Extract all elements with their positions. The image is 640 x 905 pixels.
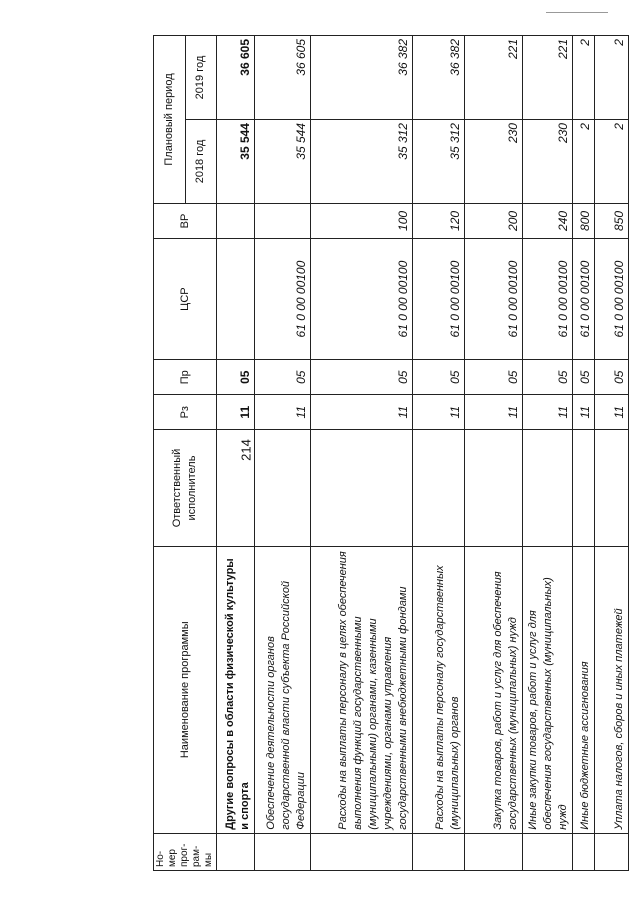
cell-year-2019: 36 382: [413, 36, 465, 120]
cell-program-name: Другие вопросы в области физической культуры и спорта: [217, 546, 255, 833]
page-number: 214: [238, 439, 254, 461]
cell-vr: [255, 203, 311, 238]
header-row-1: [154, 36, 186, 871]
header-csr: ЦСР: [154, 238, 217, 359]
cell-year-2018: 35 544: [255, 120, 311, 204]
header-year-2019: 2019 год: [185, 36, 217, 120]
cell-vr: 120: [413, 203, 465, 238]
cell-rz: 11: [311, 395, 413, 430]
cell-executor: [465, 430, 523, 547]
cell-vr: 200: [465, 203, 523, 238]
cell-rz: 11: [217, 395, 255, 430]
cell-rz: 11: [413, 395, 465, 430]
cell-executor: [413, 430, 465, 547]
cell-program-name: Закупка товаров, работ и услуг для обеспечения государственных (муниципальных) нужд: [465, 546, 523, 833]
cell-executor: [217, 430, 255, 547]
cell-vr: 800: [573, 203, 595, 238]
cell-year-2018: 230: [465, 120, 523, 204]
header-vr: ВР: [154, 203, 217, 238]
cell-executor: [573, 430, 595, 547]
cell-pr: 05: [573, 360, 595, 395]
cell-vr: [217, 203, 255, 238]
cell-pr: 05: [595, 360, 629, 395]
cell-vr: 240: [523, 203, 573, 238]
cell-vr: 100: [311, 203, 413, 238]
cell-rz: 11: [595, 395, 629, 430]
cell-executor: [255, 430, 311, 547]
cell-program-no: [217, 833, 255, 870]
header-rule: [546, 12, 608, 13]
cell-program-name: Иные закупки товаров, работ и услуг для обеспечения государственных (муниципальных) нужд: [523, 546, 573, 833]
cell-pr: 05: [311, 360, 413, 395]
cell-year-2018: 2: [573, 120, 595, 204]
table-row: [573, 36, 595, 871]
cell-csr: 61 0 00 00100: [255, 238, 311, 359]
cell-program-no: [595, 833, 629, 870]
cell-program-no: [465, 833, 523, 870]
cell-program-no: [311, 833, 413, 870]
cell-year-2018: 35 312: [413, 120, 465, 204]
cell-vr: 850: [595, 203, 629, 238]
budget-table: [153, 35, 629, 871]
cell-year-2019: 36 382: [311, 36, 413, 120]
cell-executor: [523, 430, 573, 547]
cell-program-no: [523, 833, 573, 870]
header-rz: Рз: [154, 395, 217, 430]
cell-csr: 61 0 00 00100: [595, 238, 629, 359]
cell-pr: 05: [413, 360, 465, 395]
header-program-no: Но-мер прог-рам-мы: [154, 833, 217, 870]
header-year-2018: 2018 год: [185, 120, 217, 204]
cell-program-name: Расходы на выплаты персоналу государственных (муниципальных) органов: [413, 546, 465, 833]
table-row: [217, 36, 255, 871]
cell-year-2018: 35 312: [311, 120, 413, 204]
cell-pr: 05: [465, 360, 523, 395]
cell-program-no: [255, 833, 311, 870]
cell-program-name: Расходы на выплаты персоналу в целях обеспечения выполнения функций государственными (муниципальными) органами, казенными учреждениями, органами управления государственными внебюджетными фондами: [311, 546, 413, 833]
table-row: [465, 36, 523, 871]
header-planned-period: Плановый период: [154, 36, 186, 204]
table-row: [255, 36, 311, 871]
cell-csr: 61 0 00 00100: [573, 238, 595, 359]
header-executor: Ответственный исполнитель: [154, 430, 217, 547]
cell-year-2019: 221: [465, 36, 523, 120]
cell-program-name: Уплата налогов, сборов и иных платежей: [595, 546, 629, 833]
cell-executor: [311, 430, 413, 547]
cell-rz: 11: [255, 395, 311, 430]
cell-csr: 61 0 00 00100: [413, 238, 465, 359]
cell-year-2019: 2: [573, 36, 595, 120]
cell-program-name: Обеспечение деятельности органов государственной власти субъекта Российской Федерации: [255, 546, 311, 833]
table-body: [217, 36, 629, 871]
table-row: [413, 36, 465, 871]
cell-year-2018: 230: [523, 120, 573, 204]
cell-year-2018: 35 544: [217, 120, 255, 204]
cell-executor: [595, 430, 629, 547]
budget-table-container: [153, 35, 626, 871]
cell-year-2019: 2: [595, 36, 629, 120]
table-row: [523, 36, 573, 871]
cell-rz: 11: [523, 395, 573, 430]
cell-csr: 61 0 00 00100: [311, 238, 413, 359]
cell-pr: 05: [217, 360, 255, 395]
header-pr: Пр: [154, 360, 217, 395]
cell-pr: 05: [523, 360, 573, 395]
cell-pr: 05: [255, 360, 311, 395]
table-row: [595, 36, 629, 871]
cell-csr: 61 0 00 00100: [465, 238, 523, 359]
cell-year-2018: 2: [595, 120, 629, 204]
cell-year-2019: 36 605: [255, 36, 311, 120]
cell-year-2019: 221: [523, 36, 573, 120]
cell-csr: 61 0 00 00100: [523, 238, 573, 359]
cell-year-2019: 36 605: [217, 36, 255, 120]
header-program-name: Наименование программы: [154, 546, 217, 833]
cell-rz: 11: [465, 395, 523, 430]
cell-program-no: [573, 833, 595, 870]
table-row: [311, 36, 413, 871]
cell-csr: [217, 238, 255, 359]
cell-program-name: Иные бюджетные ассигнования: [573, 546, 595, 833]
cell-program-no: [413, 833, 465, 870]
cell-rz: 11: [573, 395, 595, 430]
